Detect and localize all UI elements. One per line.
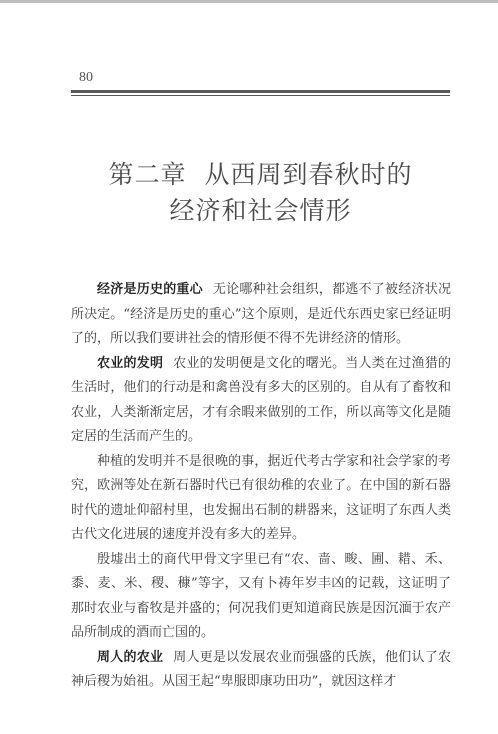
body-text [71,278,451,695]
paragraph-heading: 周人的农业 [97,649,164,665]
paragraph [71,278,451,352]
paragraph-text: 农业的发明便是文化的曙光。当人类在过渔猎的生活时，他们的行动是和禽兽没有多大的区别的。自从有了畜牧和农业，人类渐渐定居，才有余暇来做别的工作，所以高等文化是随定居的生活而产生的。 [71,355,451,444]
header-rule [71,90,450,96]
chapter-title-line-2: 经济和社会情形 [169,196,352,225]
page-top-border [0,0,498,3]
paragraph [71,352,451,450]
paragraph-text: 周人更是以发展农业而强盛的氏族，他们认了农神后稷为始祖。从国王起“卑服即康功田功”，就因这样才 [71,649,451,689]
chapter-title-text-1: 从西周到春秋时的 [204,160,413,189]
paragraph-heading: 经济是历史的重心 [97,282,203,297]
paragraph [71,548,451,646]
paragraph [71,450,451,548]
chapter-title [71,157,450,229]
page-number: 80 [79,70,93,85]
paragraph-text: 殷墟出土的商代甲骨文字里已有“农、啬、畯、圃、耤、禾、黍、麦、米、稷、穅”等字，又有卜祷年岁丰凶的记载，这证明了那时农业与畜牧是并盛的；何况我们更知道商民族是因沉湎于农产品所制成的酒而亡国的。 [71,551,451,640]
paragraph [71,646,451,695]
chapter-title-line-1 [71,157,450,193]
chapter-label: 第二章 [108,160,187,189]
paragraph-heading: 农业的发明 [97,355,164,371]
paragraph-text: 种植的发明并不是很晚的事，据近代考古学家和社会学家的考究，欧洲等处在新石器时代已有很幼稚的农业了。在中国的新石器时代的遗址仰韶村里，也发掘出石制的耕器来，这证明了东西人类古代文化进展的速度并没有多大的差异。 [71,453,451,542]
paragraph-text: 无论哪种社会组织，都逃不了被经济状况所决定。“经济是历史的重心”这个原则，是近代东西史家已经证明了的，所以我们要讲社会的情形便不得不先讲经济的情形。 [71,282,451,346]
